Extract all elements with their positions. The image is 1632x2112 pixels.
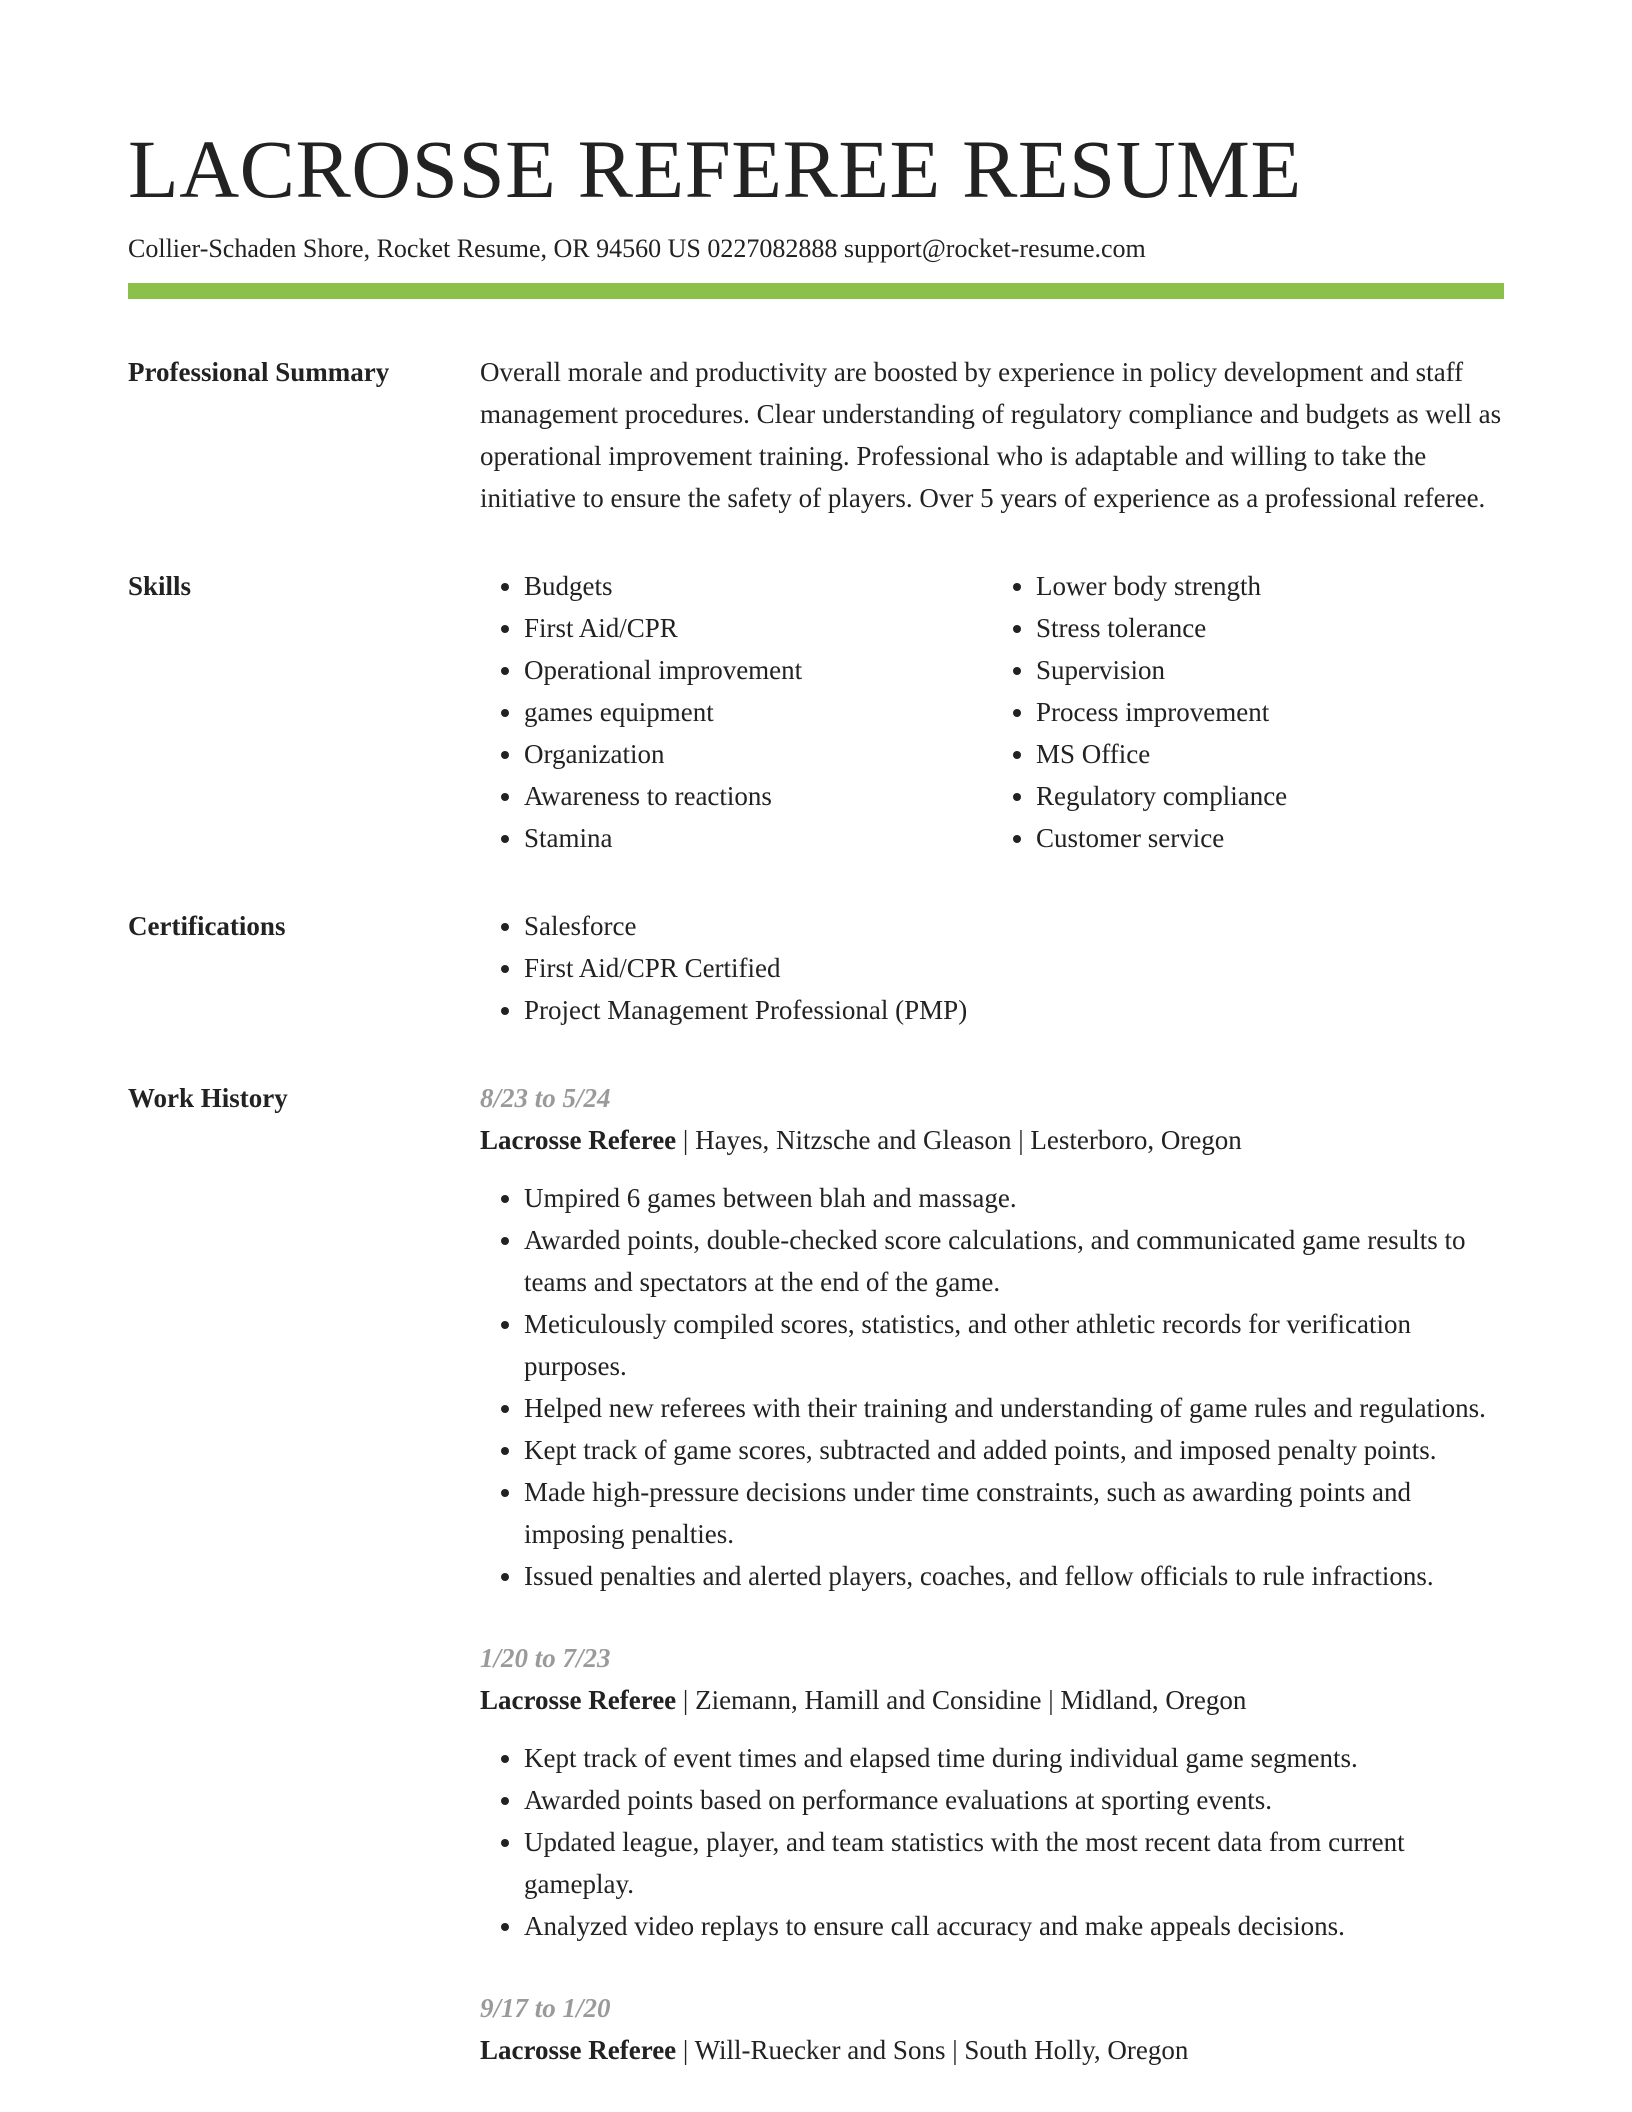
- job-entry: [480, 1077, 1504, 1597]
- job-bullet: • Kept track of event times and elapsed time during individual game segments.: [524, 1737, 1504, 1779]
- skill-item: • Regulatory compliance: [1036, 775, 1504, 817]
- skill-item: • Operational improvement: [524, 649, 992, 691]
- section-body-summary: [480, 351, 1504, 519]
- contact-info: Collier-Schaden Shore, Rocket Resume, OR 94560 US 0227082888 support@rocket-resume.com: [128, 234, 1146, 263]
- job-bullet: • Awarded points based on performance evaluations at sporting events.: [524, 1779, 1504, 1821]
- certification-item: • Salesforce: [524, 905, 1504, 947]
- skill-item: • MS Office: [1036, 733, 1504, 775]
- skill-item: • Lower body strength: [1036, 565, 1504, 607]
- skill-item: • Awareness to reactions: [524, 775, 992, 817]
- job-bullet: • Umpired 6 games between blah and massage.: [524, 1177, 1504, 1219]
- job-bullet: • Made high-pressure decisions under time constraints, such as awarding points and imposing penalties.: [524, 1471, 1504, 1555]
- job-title: Lacrosse Referee: [480, 1685, 677, 1715]
- job-details: | Hayes, Nitzsche and Gleason | Lesterboro, Oregon: [676, 1125, 1242, 1155]
- skill-item: • First Aid/CPR: [524, 607, 992, 649]
- section-professional-summary: [128, 351, 1504, 519]
- section-label-skills: Skills: [128, 571, 192, 601]
- section-body-certifications: [480, 905, 1504, 1031]
- job-title: Lacrosse Referee: [480, 1125, 677, 1155]
- job-dates: 1/20 to 7/23: [480, 1643, 611, 1673]
- skills-grid: [480, 565, 1504, 859]
- job-bullet: • Kept track of game scores, subtracted and added points, and imposed penalty points.: [524, 1429, 1504, 1471]
- skill-item: • Process improvement: [1036, 691, 1504, 733]
- job-dates: 9/17 to 1/20: [480, 1993, 611, 2023]
- section-skills: [128, 565, 1504, 859]
- job-bullet: • Issued penalties and alerted players, coaches, and fellow officials to rule infractions.: [524, 1555, 1504, 1597]
- job-bullet: • Updated league, player, and team statistics with the most recent data from current gameplay.: [524, 1821, 1504, 1905]
- skill-item: • Stress tolerance: [1036, 607, 1504, 649]
- job-entry: [480, 1987, 1504, 2071]
- header-divider: [128, 283, 1504, 299]
- job-details: | Will-Ruecker and Sons | South Holly, Oregon: [676, 2035, 1189, 2065]
- job-bullets: [480, 1737, 1504, 1947]
- summary-text: Overall morale and productivity are boosted by experience in policy development and staff management procedures. Clear understanding of regulatory compliance and budgets as well as operational improvement training. Professional who is adaptable and willing to take the initiative to ensure the safety of players. Over 5 years of experience as a professional referee.: [480, 357, 1502, 513]
- section-body-skills: [480, 565, 1504, 859]
- skill-item: • Customer service: [1036, 817, 1504, 859]
- resume-title: LACROSSE REFEREE RESUME: [128, 123, 1302, 215]
- job-details: | Ziemann, Hamill and Considine | Midland, Oregon: [676, 1685, 1247, 1715]
- job-heading: [480, 1119, 1504, 1161]
- skill-item: • games equipment: [524, 691, 992, 733]
- job-bullet: • Meticulously compiled scores, statistics, and other athletic records for verification purposes.: [524, 1303, 1504, 1387]
- skills-column-right: [992, 565, 1504, 859]
- skills-column-left: [480, 565, 992, 859]
- skill-item: • Supervision: [1036, 649, 1504, 691]
- job-title: Lacrosse Referee: [480, 2035, 677, 2065]
- job-heading: [480, 2029, 1504, 2071]
- section-label-summary: Professional Summary: [128, 357, 390, 387]
- job-heading: [480, 1679, 1504, 1721]
- section-work-history: [128, 1077, 1504, 2111]
- resume-page: [128, 0, 1504, 2111]
- skill-item: • Organization: [524, 733, 992, 775]
- job-bullet: • Analyzed video replays to ensure call accuracy and make appeals decisions.: [524, 1905, 1504, 1947]
- certification-item: • First Aid/CPR Certified: [524, 947, 1504, 989]
- job-bullets: [480, 1177, 1504, 1597]
- certifications-list: [480, 905, 1504, 1031]
- job-entry: [480, 1637, 1504, 1947]
- job-dates: 8/23 to 5/24: [480, 1083, 611, 1113]
- skill-item: • Budgets: [524, 565, 992, 607]
- section-certifications: [128, 905, 1504, 1031]
- section-body-work-history: [480, 1077, 1504, 2111]
- skill-item: • Stamina: [524, 817, 992, 859]
- job-bullet: • Awarded points, double-checked score calculations, and communicated game results to teams and spectators at the end of the game.: [524, 1219, 1504, 1303]
- job-bullet: • Helped new referees with their training and understanding of game rules and regulations.: [524, 1387, 1504, 1429]
- section-label-certifications: Certifications: [128, 911, 286, 941]
- certification-item: • Project Management Professional (PMP): [524, 989, 1504, 1031]
- section-label-work-history: Work History: [128, 1083, 288, 1113]
